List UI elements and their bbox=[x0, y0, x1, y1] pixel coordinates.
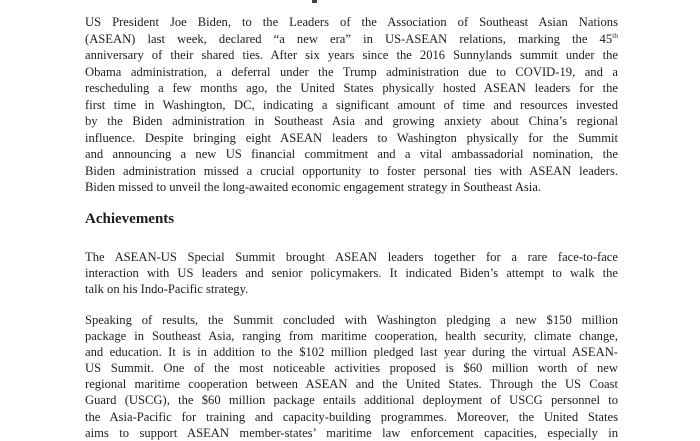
text-line: US President Joe Biden, to the Leaders of the Association of Southeast Asian Nations bbox=[85, 15, 618, 29]
text-line: and education. It is in addition to the $102 million pledged last year during the virtual ASEAN- bbox=[85, 345, 618, 360]
text-line: anniversary of their shared ties. After six years since the 2016 Sunnylands summit under the bbox=[85, 48, 618, 62]
text-line: Biden administration missed a crucial opportunity to foster personal ties with ASEAN leaders. bbox=[85, 163, 618, 178]
text-line: influence. Despite bringing eight ASEAN leaders to Washington physically for the Summit bbox=[85, 130, 618, 145]
text-line: regional maritime cooperation between ASEAN and the United States. Through the US Coast bbox=[85, 377, 618, 392]
text-line: The ASEAN-US Special Summit brought ASEAN leaders together for a rare face-to-face bbox=[85, 250, 618, 264]
text-line: Speaking of results, the Summit concluded with Washington pledging a new $150 million bbox=[85, 313, 618, 327]
paragraph-intro bbox=[85, 14, 618, 196]
section-heading-achievements: Achievements bbox=[85, 211, 175, 227]
text-line: the Asia-Pacific for training and capacity-building programmes. Moreover, the United States bbox=[85, 409, 618, 424]
superscript-ordinal: th bbox=[612, 30, 618, 40]
paragraph-summit-overview bbox=[85, 249, 618, 297]
text-line: Biden missed to unveil the long-awaited economic engagement strategy in Southeast Asia. bbox=[85, 180, 542, 194]
text-line: aims to support ASEAN member-states’ maritime law enforcement capacities, especially in bbox=[85, 425, 618, 440]
text-line: Guard (USCG), the $60 million package entails additional deployment of USCG personnel to bbox=[85, 393, 618, 408]
text-line: interaction with US leaders and senior policymakers. It indicated Biden’s attempt to walk the bbox=[85, 266, 618, 281]
text-line: by the Biden administration in Southeast Asia and growing anxiety about China’s regional bbox=[85, 114, 618, 128]
text-line: Obama administration, a deferral under the Trump administration due to COVID-19, and a bbox=[85, 64, 618, 79]
text-line: package in Southeast Asia, ranging from maritime cooperation, health security, climate change, bbox=[85, 329, 618, 344]
text-line: US Summit. One of the most noticeable activities proposed is $60 million worth of new bbox=[85, 361, 618, 376]
clipped-text-fragment bbox=[312, 0, 317, 3]
text-line: rescheduling a few months ago, the United States physically hosted ASEAN leaders for the bbox=[85, 81, 618, 95]
paragraph-summit-results bbox=[85, 312, 618, 441]
text-line: talk on his Indo-Pacific strategy. bbox=[85, 282, 249, 297]
text-line: and announcing a new US financial commitment and a vital ambassadorial nomination, the bbox=[85, 147, 618, 161]
text-line: first time in Washington, DC, indicating a significant amount of time and resources invested bbox=[85, 97, 618, 112]
text-line: (ASEAN) last week, declared “a new era” in US-ASEAN relations, marking the 45th bbox=[85, 30, 618, 46]
